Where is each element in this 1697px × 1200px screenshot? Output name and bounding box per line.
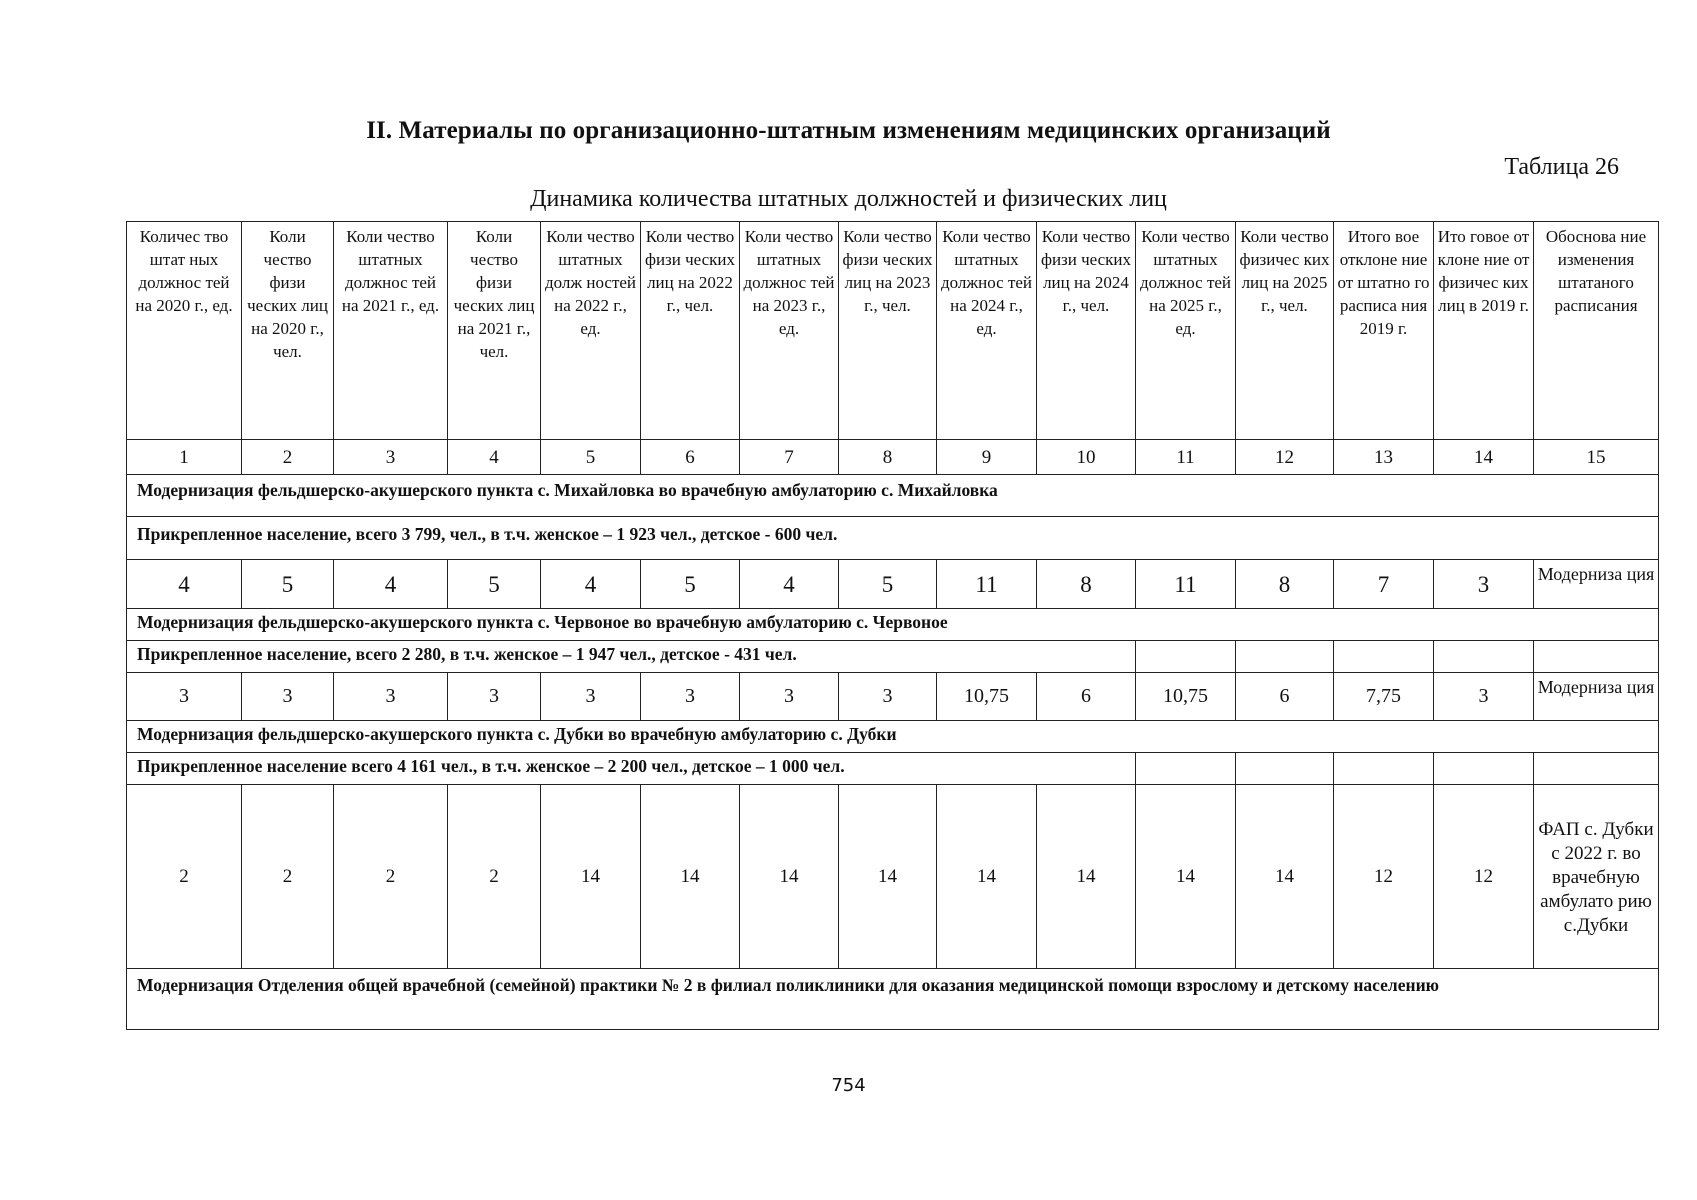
header-cell: Ито говое от клоне ние от физичес ких лиц в 2019 г. (1434, 222, 1534, 440)
empty-cell (1534, 753, 1659, 785)
population-text: Прикрепленное население всего 4 161 чел., в т.ч. женское – 2 200 чел., детское – 1 000 чел. (127, 753, 1136, 785)
value-cell: 14 (541, 785, 641, 969)
empty-cell (1236, 753, 1334, 785)
value-cell: 8 (1037, 560, 1136, 609)
value-cell: 3 (1434, 673, 1534, 721)
column-number-cell: 14 (1434, 440, 1534, 475)
value-cell: 4 (541, 560, 641, 609)
section-title-row (127, 969, 1659, 1030)
empty-cell (1334, 753, 1434, 785)
value-cell: 4 (127, 560, 242, 609)
value-cell: 11 (937, 560, 1037, 609)
header-cell: Коли чество штатных должнос тей на 2025 г., ед. (1136, 222, 1236, 440)
empty-cell (1434, 641, 1534, 673)
value-cell: 14 (1236, 785, 1334, 969)
value-cell: 3 (839, 673, 937, 721)
value-cell: 3 (242, 673, 334, 721)
empty-cell (1136, 641, 1236, 673)
value-cell: 2 (448, 785, 541, 969)
value-cell: 3 (641, 673, 740, 721)
value-cell: 5 (839, 560, 937, 609)
population-row (127, 753, 1659, 785)
column-number-cell: 6 (641, 440, 740, 475)
empty-cell (1534, 641, 1659, 673)
empty-cell (1434, 753, 1534, 785)
value-cell: 14 (937, 785, 1037, 969)
section-title: Модернизация фельдшерско-акушерского пункта с. Дубки во врачебную амбулаторию с. Дубки (127, 721, 1659, 753)
column-number-cell: 8 (839, 440, 937, 475)
column-number-cell: 4 (448, 440, 541, 475)
table-caption: Динамика количества штатных должностей и физических лиц (530, 186, 1167, 212)
population-row (127, 517, 1659, 560)
value-cell: 12 (1434, 785, 1534, 969)
header-cell: Коли чество физичес ких лиц на 2025 г., чел. (1236, 222, 1334, 440)
column-number-row (127, 440, 1659, 475)
data-row (127, 560, 1659, 609)
value-cell: 5 (641, 560, 740, 609)
section-title: Модернизация Отделения общей врачебной (семейной) практики № 2 в филиал поликлиники для оказания медицинской помощи взрослому и детскому населению (127, 969, 1659, 1030)
value-cell: 3 (334, 673, 448, 721)
column-number-cell: 2 (242, 440, 334, 475)
value-cell: 10,75 (1136, 673, 1236, 721)
header-cell: Коли чество штатных долж ностей на 2022 г., ед. (541, 222, 641, 440)
value-cell: 7 (1334, 560, 1434, 609)
header-cell: Коли чество физи ческих лиц на 2021 г., чел. (448, 222, 541, 440)
header-cell: Коли чество штатных должнос тей на 2024 г., ед. (937, 222, 1037, 440)
population-row (127, 641, 1659, 673)
value-cell: 14 (641, 785, 740, 969)
table-number: Таблица 26 (1504, 154, 1619, 180)
empty-cell (1236, 641, 1334, 673)
value-cell: 14 (1037, 785, 1136, 969)
section-title: Модернизация фельдшерско-акушерского пункта с. Червоное во врачебную амбулаторию с. Червоное (127, 609, 1659, 641)
header-cell: Коли чество физи ческих лиц на 2022 г., чел. (641, 222, 740, 440)
data-row (127, 673, 1659, 721)
staffing-table (126, 221, 1659, 1030)
value-cell: 3 (541, 673, 641, 721)
value-cell: 4 (334, 560, 448, 609)
header-row (127, 222, 1659, 440)
value-cell: 2 (334, 785, 448, 969)
header-cell: Коли чество физи ческих лиц на 2023 г., чел. (839, 222, 937, 440)
value-cell: 3 (448, 673, 541, 721)
header-cell: Коли чество штатных должнос тей на 2021 г., ед. (334, 222, 448, 440)
value-cell: 14 (1136, 785, 1236, 969)
value-cell: 5 (242, 560, 334, 609)
value-cell: 14 (740, 785, 839, 969)
section-title: Модернизация фельдшерско-акушерского пункта с. Михайловка во врачебную амбулаторию с. Михайловка (127, 475, 1659, 517)
column-number-cell: 12 (1236, 440, 1334, 475)
justification-cell: ФАП с. Дубки с 2022 г. во врачебную амбулато рию с.Дубки (1534, 785, 1659, 969)
column-number-cell: 5 (541, 440, 641, 475)
value-cell: 4 (740, 560, 839, 609)
value-cell: 14 (839, 785, 937, 969)
justification-cell: Модерниза ция (1534, 560, 1659, 609)
column-number-cell: 13 (1334, 440, 1434, 475)
column-number-cell: 10 (1037, 440, 1136, 475)
empty-cell (1334, 641, 1434, 673)
value-cell: 11 (1136, 560, 1236, 609)
header-cell: Коли чество физи ческих лиц на 2020 г., чел. (242, 222, 334, 440)
empty-cell (1136, 753, 1236, 785)
section-title-row (127, 475, 1659, 517)
value-cell: 6 (1236, 673, 1334, 721)
header-cell: Обоснова ние изменения штатаного расписания (1534, 222, 1659, 440)
data-row (127, 785, 1659, 969)
column-number-cell: 7 (740, 440, 839, 475)
value-cell: 10,75 (937, 673, 1037, 721)
value-cell: 12 (1334, 785, 1434, 969)
column-number-cell: 1 (127, 440, 242, 475)
column-number-cell: 11 (1136, 440, 1236, 475)
header-cell: Коли чество физи ческих лиц на 2024 г., чел. (1037, 222, 1136, 440)
value-cell: 3 (127, 673, 242, 721)
page-number: 754 (831, 1075, 866, 1096)
document-heading: II. Материалы по организационно-штатным изменениям медицинских организаций (366, 117, 1331, 144)
value-cell: 3 (1434, 560, 1534, 609)
value-cell: 5 (448, 560, 541, 609)
column-number-cell: 3 (334, 440, 448, 475)
value-cell: 2 (127, 785, 242, 969)
column-number-cell: 9 (937, 440, 1037, 475)
value-cell: 3 (740, 673, 839, 721)
section-title-row (127, 721, 1659, 753)
header-cell: Коли чество штатных должнос тей на 2023 г., ед. (740, 222, 839, 440)
value-cell: 7,75 (1334, 673, 1434, 721)
header-cell: Количес тво штат ных должнос тей на 2020 г., ед. (127, 222, 242, 440)
value-cell: 6 (1037, 673, 1136, 721)
population-text: Прикрепленное население, всего 2 280, в т.ч. женское – 1 947 чел., детское - 431 чел. (127, 641, 1136, 673)
value-cell: 2 (242, 785, 334, 969)
justification-cell: Модерниза ция (1534, 673, 1659, 721)
value-cell: 8 (1236, 560, 1334, 609)
population-text: Прикрепленное население, всего 3 799, чел., в т.ч. женское – 1 923 чел., детское - 600 чел. (127, 517, 1659, 560)
section-title-row (127, 609, 1659, 641)
column-number-cell: 15 (1534, 440, 1659, 475)
header-cell: Итого вое отклоне ние от штатно го расписа ния 2019 г. (1334, 222, 1434, 440)
